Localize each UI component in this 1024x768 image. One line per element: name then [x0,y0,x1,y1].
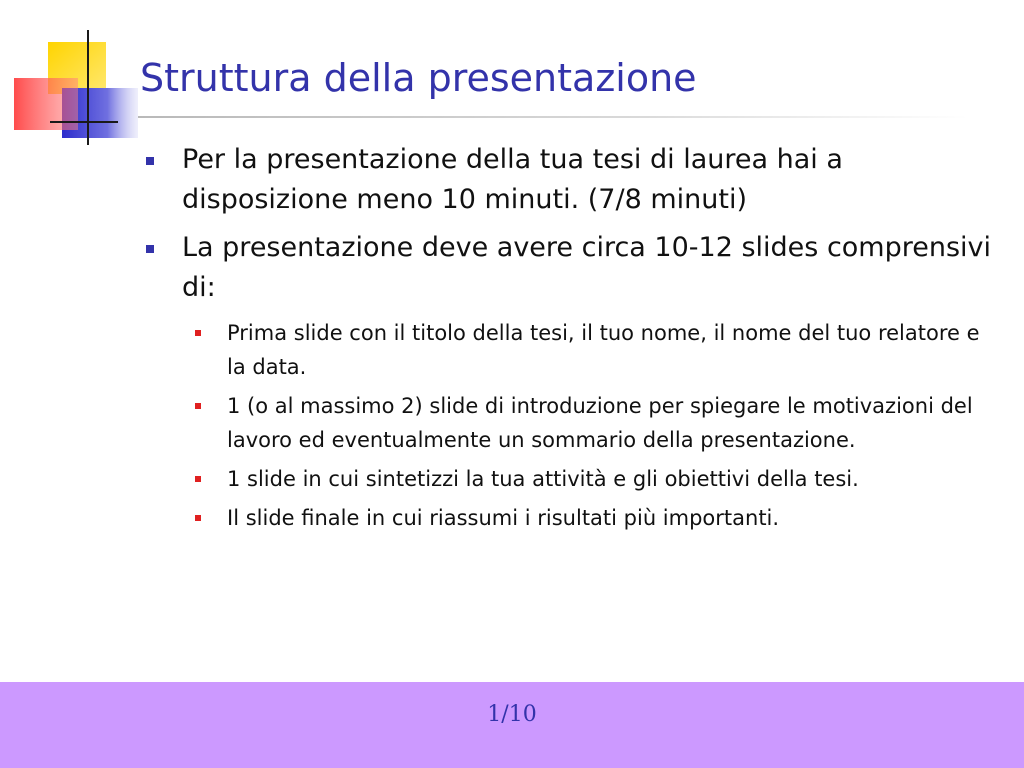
sub-bullet-text: Il slide finale in cui riassumi i risultati più importanti. [227,506,780,530]
sub-bullet-text: 1 (o al massimo 2) slide di introduzione per spiegare le motivazioni del lavoro ed eventualmente un sommario della presentazione. [227,394,973,452]
square-bullet-icon [195,515,201,521]
sub-bullet-item [193,462,996,496]
square-bullet-icon [146,157,154,165]
sub-bullet-item [193,316,996,384]
page-number: 1/10 [487,702,537,727]
template-logo-icon [0,0,140,150]
square-bullet-icon [195,403,201,409]
sub-bullet-item [193,389,996,457]
footer-band [0,682,1024,768]
bullet-item [146,140,996,220]
sub-bullet-text: Prima slide con il titolo della tesi, il tuo nome, il nome del tuo relatore e la data. [227,321,980,379]
slide-title: Struttura della presentazione [140,56,697,100]
bullet-item [146,228,996,308]
sub-bullet-list [193,316,996,535]
sub-bullet-text: 1 slide in cui sintetizzi la tua attività e gli obiettivi della tesi. [227,467,859,491]
square-bullet-icon [146,245,154,253]
title-divider [138,116,968,118]
sub-bullet-item [193,501,996,535]
bullet-text: Per la presentazione della tua tesi di laurea hai a disposizione meno 10 minuti. (7/8 minuti) [182,144,843,215]
square-bullet-icon [195,330,201,336]
slide-content [146,140,996,540]
bullet-text: La presentazione deve avere circa 10-12 slides comprensivi di: [182,232,992,303]
square-bullet-icon [195,476,201,482]
